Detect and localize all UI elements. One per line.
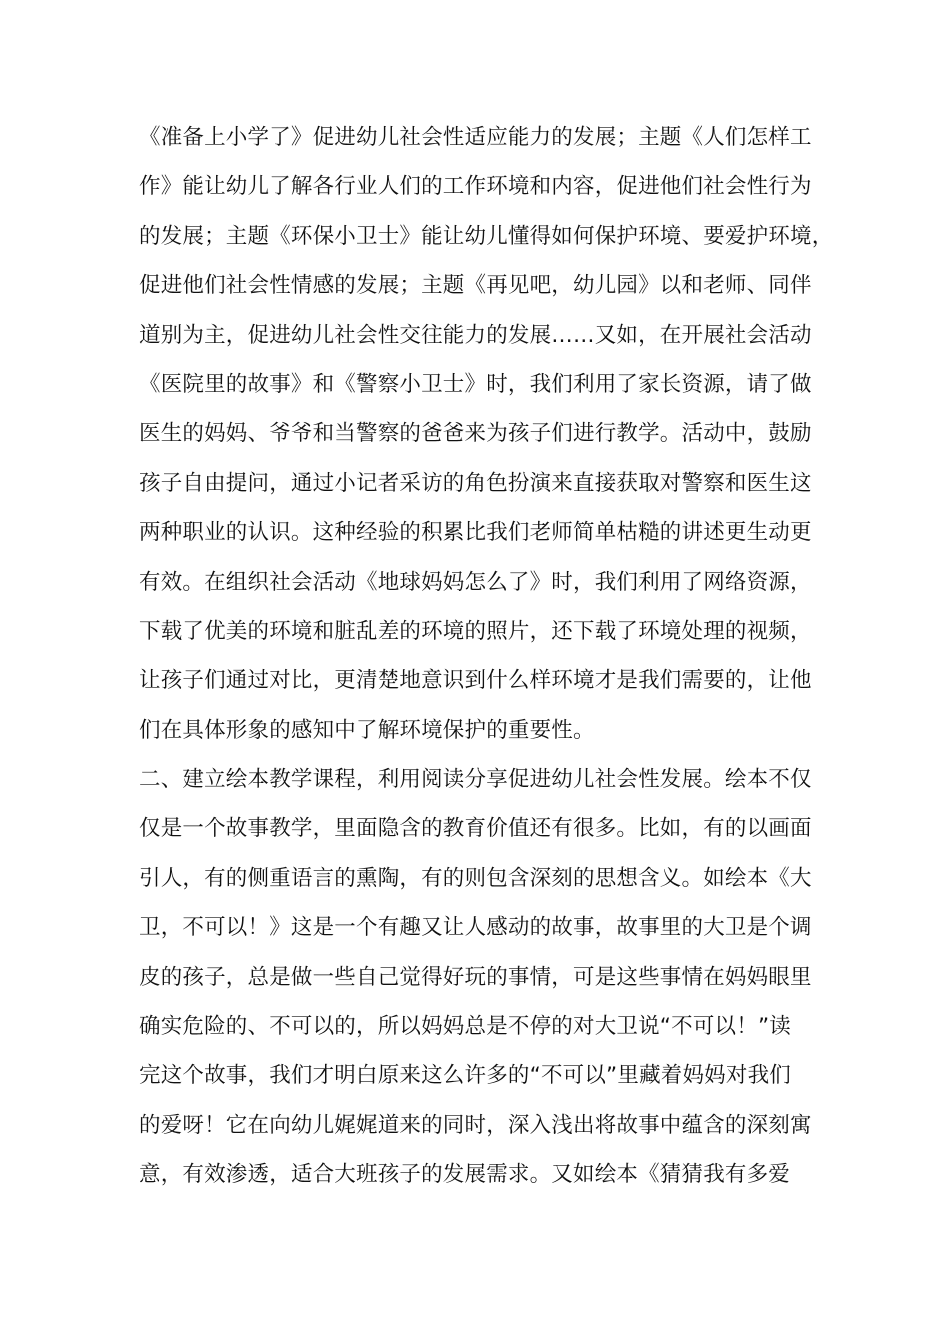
text-line: 完这个故事，我们才明白原来这么许多的“不可以”里藏着妈妈对我们 bbox=[139, 1063, 791, 1089]
text-line: 孩子自由提问，通过小记者采访的角色扮演来直接获取对警察和医生这 bbox=[139, 470, 812, 496]
text-line: 的爱呀！它在向幼儿娓娓道来的同时，深入浅出将故事中蕴含的深刻寓 bbox=[139, 1112, 812, 1138]
text-line: 有效。在组织社会活动《地球妈妈怎么了》时，我们利用了网络资源， bbox=[139, 569, 812, 595]
text-line: 作》能让幼儿了解各行业人们的工作环境和内容，促进他们社会性行为 bbox=[139, 174, 812, 200]
text-line: 让孩子们通过对比，更清楚地意识到什么样环境才是我们需要的，让他 bbox=[139, 668, 812, 694]
text-line: 下载了优美的环境和脏乱差的环境的照片，还下载了环境处理的视频， bbox=[139, 618, 812, 644]
text-line: 两种职业的认识。这种经验的积累比我们老师简单枯糙的讲述更生动更 bbox=[139, 520, 812, 546]
text-line: 《医院里的故事》和《警察小卫士》时，我们利用了家长资源，请了做 bbox=[139, 371, 812, 397]
text-line: 们在具体形象的感知中了解环境保护的重要性。 bbox=[139, 717, 595, 743]
text-line: 意，有效渗透，适合大班孩子的发展需求。又如绘本《猜猜我有多爱 bbox=[139, 1162, 791, 1188]
section-heading-line: 二、建立绘本教学课程，利用阅读分享促进幼儿社会性发展。绘本不仅 bbox=[139, 767, 812, 793]
text-line: 确实危险的、不可以的，所以妈妈总是不停的对大卫说“不可以！”读 bbox=[139, 1014, 791, 1040]
text-line: 促进他们社会性情感的发展；主题《再见吧，幼儿园》以和老师、同伴 bbox=[139, 273, 812, 299]
text-line: 卫，不可以！》这是一个有趣又让人感动的故事，故事里的大卫是个调 bbox=[139, 915, 812, 941]
text-line: 医生的妈妈、爷爷和当警察的爸爸来为孩子们进行教学。活动中，鼓励 bbox=[139, 421, 812, 447]
text-line: 《准备上小学了》促进幼儿社会性适应能力的发展；主题《人们怎样工 bbox=[139, 125, 812, 150]
text-line: 引人，有的侧重语言的熏陶，有的则包含深刻的思想含义。如绘本《大 bbox=[139, 865, 812, 891]
text-line: 道别为主，促进幼儿社会性交往能力的发展……又如，在开展社会活动 bbox=[139, 322, 812, 348]
text-line: 仅是一个故事教学，里面隐含的教育价值还有很多。比如，有的以画面 bbox=[139, 816, 812, 842]
body-text bbox=[139, 118, 834, 1205]
text-line: 的发展；主题《环保小卫士》能让幼儿懂得如何保护环境、要爱护环境， bbox=[139, 223, 834, 249]
text-line: 皮的孩子，总是做一些自己觉得好玩的事情，可是这些事情在妈妈眼里 bbox=[139, 964, 812, 990]
